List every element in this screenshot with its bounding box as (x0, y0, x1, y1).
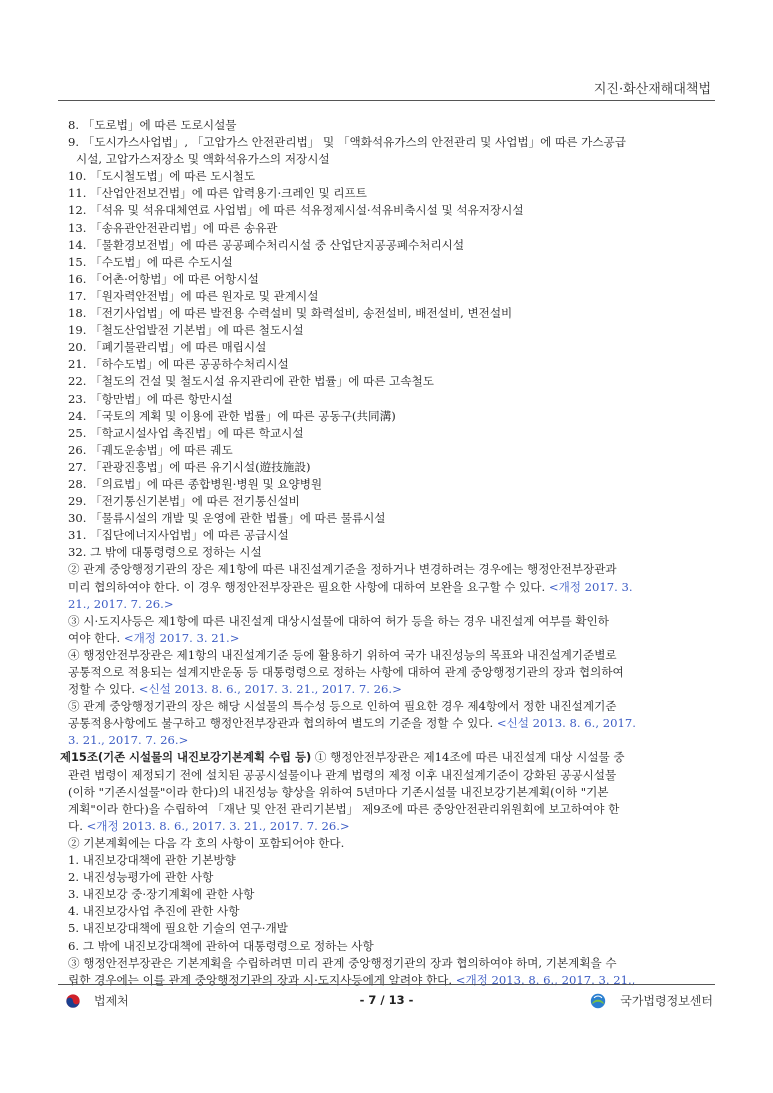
amendment-note: <개정 2017. 3. 21.> (123, 630, 240, 645)
line-text: 16. 「어촌·어항법」에 따른 어항시설 (68, 271, 259, 286)
line-text: ③ 행정안전부장관은 기본계획을 수립하려면 미리 관계 중앙행정기관의 장과 협의하여야 하며, 기본계획을 수 (68, 955, 617, 970)
text-line (60, 254, 721, 271)
text-line (60, 305, 721, 322)
line-text: 5. 내진보강대책에 필요한 기술의 연구·개발 (68, 921, 288, 936)
line-text: 12. 「석유 및 석유대체연료 사업법」에 따른 석유정제시설·석유비축시설 및 석유저장시설 (68, 203, 524, 218)
amendment-note: <개정 2013. 8. 6., 2017. 3. 21., 2017. 7. 26.> (86, 818, 350, 833)
text-line (60, 647, 721, 664)
text-line (60, 715, 721, 732)
globe-logo-icon (590, 993, 606, 1009)
line-text: 23. 「항만법」에 따른 항만시설 (68, 391, 233, 406)
text-line (60, 749, 721, 766)
text-line (60, 288, 721, 305)
line-text: 18. 「전기사업법」에 따른 발전용 수력설비 및 화력설비, 송전설비, 배전설비, 변전설비 (68, 306, 513, 321)
line-text: ① 행정안전부장관은 제14조에 따른 내진설계 대상 시설물 중 (311, 750, 625, 765)
line-text: 관련 법령이 제정되기 전에 설치된 공공시설물이나 관계 법령의 제정 이후 내진설계기준이 강화된 공공시설물 (68, 767, 617, 782)
text-line (60, 339, 721, 356)
text-line (60, 476, 721, 493)
line-text: 27. 「관광진흥법」에 따른 유기시설(遊技施設) (68, 459, 311, 474)
text-line (60, 202, 721, 219)
line-text: 여야 한다. (68, 630, 124, 645)
line-text: 28. 「의료법」에 따른 종합병원·병원 및 요양병원 (68, 476, 323, 491)
line-text: 9. 「도시가스사업법」, 「고압가스 안전관리법」 및 「액화석유가스의 안전관리 및 사업법」에 따른 가스공급 (68, 135, 626, 150)
text-line (60, 168, 721, 185)
line-text: 32. 그 밖에 대통령령으로 정하는 시설 (68, 545, 262, 560)
text-line (60, 373, 721, 390)
text-line (60, 561, 721, 578)
text-line (60, 784, 721, 801)
line-text: 다. (68, 818, 87, 833)
text-line (60, 579, 721, 596)
line-text: ⑤ 관계 중앙행정기관의 장은 해당 시설물의 특수성 등으로 인하여 필요한 경우 제4항에서 정한 내진설계기준 (68, 699, 617, 714)
text-line (60, 493, 721, 510)
footer-center-label: 국가법령정보센터 (620, 994, 713, 1008)
line-text: 1. 내진보강대책에 관한 기본방향 (68, 853, 236, 868)
text-line (60, 681, 721, 698)
text-line (60, 613, 721, 630)
line-text: 미리 협의하여야 한다. 이 경우 행정안전부장관은 필요한 사항에 대하여 보완을 요구할 수 있다. (68, 579, 549, 594)
amendment-note: <개정 2017. 3. (548, 579, 633, 594)
text-line (60, 596, 721, 613)
text-line (60, 818, 721, 835)
header-rule (58, 100, 715, 101)
line-text: 29. 「전기통신기본법」에 따른 전기통신설비 (68, 494, 300, 509)
line-text: ④ 행정안전부장관은 제1항의 내진설계기준 등에 활용하기 위하여 국가 내진성능의 목표와 내진설계기준별로 (68, 647, 617, 662)
text-line (60, 408, 721, 425)
line-text: 19. 「철도산업발전 기본법」에 따른 철도시설 (68, 323, 304, 338)
text-line (60, 972, 721, 989)
text-line (60, 852, 721, 869)
line-text: 11. 「산업안전보건법」에 따른 압력용기·크레인 및 리프트 (68, 186, 367, 201)
line-text: 계획"이라 한다)을 수립하여 「재난 및 안전 관리기본법」 제9조에 따른 중앙안전관리위원회에 보고하여야 한 (68, 801, 620, 816)
line-text: 25. 「학교시설사업 촉진법」에 따른 학교시설 (68, 425, 304, 440)
text-line (60, 185, 721, 202)
page-number: - 7 / 13 - (359, 993, 414, 1007)
text-line (60, 151, 721, 168)
text-line (60, 391, 721, 408)
line-text: ③ 시·도지사등은 제1항에 따른 내진설계 대상시설물에 대하여 허가 등을 하는 경우 내진설계 여부를 확인하 (68, 613, 609, 628)
text-line (60, 220, 721, 237)
text-line (60, 886, 721, 903)
footer-right (590, 992, 713, 1009)
text-line (60, 237, 721, 254)
text-line (60, 630, 721, 647)
text-line (60, 271, 721, 288)
line-text: 21. 「하수도법」에 따른 공공하수처리시설 (68, 357, 289, 372)
text-line (60, 134, 721, 151)
text-line (60, 767, 721, 784)
text-line (60, 527, 721, 544)
amendment-note: <개정 2013. 8. 6., 2017. 3. 21., (455, 972, 636, 987)
line-text: 정할 수 있다. (68, 682, 139, 697)
line-text: 립한 경우에는 이를 관계 중앙행정기관의 장과 시·도지사등에게 알려야 한다. (68, 972, 456, 987)
text-line (60, 322, 721, 339)
line-text: 4. 내진보강사업 추진에 관한 사항 (68, 904, 240, 919)
text-line (60, 869, 721, 886)
line-text: 13. 「송유관안전관리법」에 따른 송유관 (68, 220, 278, 235)
law-text-body (60, 117, 721, 989)
line-text: 31. 「집단에너지사업법」에 따른 공급시설 (68, 528, 289, 543)
line-text: 공통적용사항에도 불구하고 행정안전부장관과 협의하여 별도의 기준을 정할 수 있다. (68, 716, 497, 731)
text-line (60, 801, 721, 818)
line-text: 6. 그 밖에 내진보강대책에 관하여 대통령령으로 정하는 사항 (68, 938, 374, 953)
footer-rule (58, 984, 715, 985)
text-line (60, 442, 721, 459)
text-line (60, 117, 721, 134)
line-text: 시설, 고압가스저장소 및 액화석유가스의 저장시설 (76, 152, 330, 167)
line-text: (이하 "기존시설물"이라 한다)의 내진성능 향상을 위하여 5년마다 기존시설물 내진보강기본계획(이하 "기본 (68, 784, 609, 799)
line-text: 공통적으로 적용되는 설계지반운동 등 대통령령으로 정하는 사항에 대하여 관계 중앙행정기관의 장과 협의하여 (68, 665, 624, 679)
article-title: 제15조(기존 시설물의 내진보강기본계획 수립 등) (60, 750, 312, 765)
line-text: 22. 「철도의 건설 및 철도시설 유지관리에 관한 법률」에 따른 고속철도 (68, 374, 434, 389)
line-text: 10. 「도시철도법」에 따른 도시철도 (68, 169, 256, 184)
line-text: 26. 「궤도운송법」에 따른 궤도 (68, 442, 233, 457)
text-line (60, 544, 721, 561)
amendment-note: <신설 2013. 8. 6., 2017. 3. 21., 2017. 7. 26.> (138, 682, 402, 697)
text-line (60, 920, 721, 937)
text-line (60, 938, 721, 955)
amendment-note: 21., 2017. 7. 26.> (68, 596, 174, 611)
line-text: 15. 「수도법」에 따른 수도시설 (68, 254, 233, 269)
text-line (60, 835, 721, 852)
amendment-note: 3. 21., 2017. 7. 26.> (68, 733, 189, 748)
text-line (60, 356, 721, 373)
text-line (60, 459, 721, 476)
text-line (60, 510, 721, 527)
line-text: 2. 내진성능평가에 관한 사항 (68, 870, 214, 885)
line-text: 24. 「국토의 계획 및 이용에 관한 법률」에 따른 공동구(共同溝) (68, 408, 396, 423)
line-text: 17. 「원자력안전법」에 따른 원자로 및 관계시설 (68, 288, 319, 303)
line-text: ② 관계 중앙행정기관의 장은 제1항에 따른 내진설계기준을 정하거나 변경하려는 경우에는 행정안전부장관과 (68, 562, 617, 577)
text-line (60, 698, 721, 715)
text-line (60, 732, 721, 749)
text-line (60, 955, 721, 972)
text-line (60, 425, 721, 442)
line-text: 20. 「폐기물관리법」에 따른 매립시설 (68, 340, 267, 355)
footer-source-label: 법제처 (94, 994, 129, 1008)
amendment-note: <신설 2013. 8. 6., 2017. (496, 716, 636, 731)
text-line (60, 664, 721, 681)
line-text: 3. 내진보강 중·장기계획에 관한 사항 (68, 887, 255, 902)
line-text: 8. 「도로법」에 따른 도로시설물 (68, 118, 237, 132)
text-line (60, 903, 721, 920)
line-text: ② 기본계획에는 다음 각 호의 사항이 포함되어야 한다. (68, 835, 345, 850)
line-text: 14. 「물환경보전법」에 따른 공공폐수처리시설 중 산업단지공공폐수처리시설 (68, 237, 465, 252)
header-title: 지진·화산재해대책법 (593, 82, 711, 97)
line-text: 30. 「물류시설의 개발 및 운영에 관한 법률」에 따른 물류시설 (68, 511, 386, 526)
